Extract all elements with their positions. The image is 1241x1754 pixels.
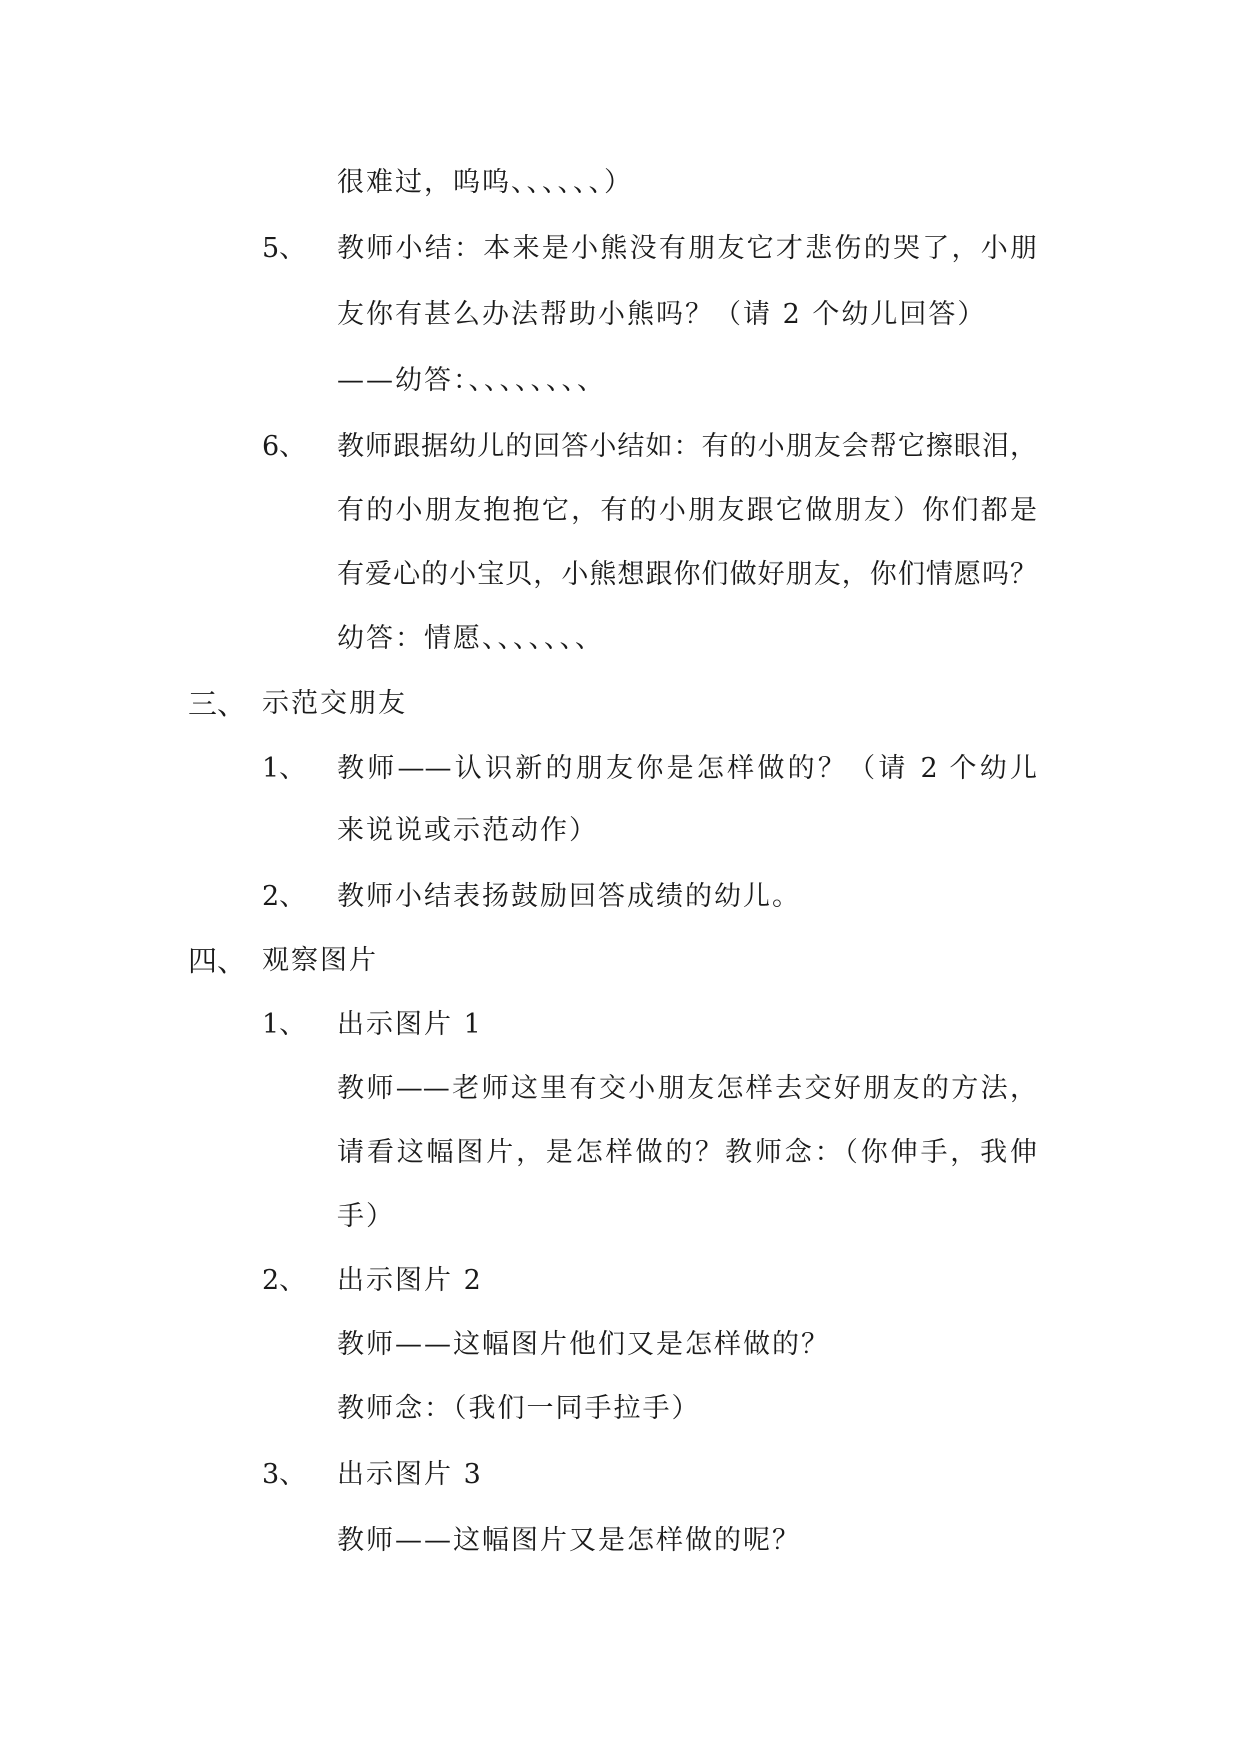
section-number: 三、 — [188, 687, 247, 721]
text-line — [337, 558, 1037, 592]
text-line: 很难过，呜呜、、、、、、） — [337, 167, 633, 198]
text-line-content: 请看这幅图片，是怎样做的？教师念：（你伸手，我伸 — [337, 1137, 1037, 1168]
text-line: 友你有甚么办法帮助小熊吗？（请 2 个幼儿回答） — [337, 299, 987, 330]
section-title: 观察图片 — [262, 945, 378, 976]
text-line: 出示图片 2 — [337, 1265, 483, 1296]
item-number: 1、 — [262, 1009, 307, 1040]
text-line-content: 教师跟据幼儿的回答小结如：有的小朋友会帮它擦眼泪， — [337, 431, 1037, 462]
item-number: 2、 — [262, 881, 307, 912]
text-line — [337, 1136, 1037, 1170]
text-line: 手） — [337, 1201, 395, 1232]
text-line — [337, 752, 1037, 786]
text-line-content: 教师——老师这里有交小朋友怎样去交好朋友的方法， — [337, 1073, 1037, 1104]
section-number: 四、 — [188, 944, 247, 978]
text-line: 教师念：（我们一同手拉手） — [337, 1393, 701, 1424]
text-line-content: 有爱心的小宝贝，小熊想跟你们做好朋友，你们情愿吗？ — [337, 559, 1037, 590]
text-line: 教师——这幅图片又是怎样做的呢？ — [337, 1525, 801, 1556]
text-line: ——幼答：、、、、、、、、 — [337, 365, 606, 396]
text-line-content: 教师——认识新的朋友你是怎样做的？（请 2 个幼儿 — [337, 753, 1037, 784]
text-line: 出示图片 1 — [337, 1009, 483, 1040]
text-line: 幼答：情愿、、、、、、、 — [337, 623, 604, 654]
item-number: 1、 — [262, 753, 307, 784]
text-line: 教师——这幅图片他们又是怎样做的？ — [337, 1329, 830, 1360]
text-line-content: 教师小结：本来是小熊没有朋友它才悲伤的哭了，小朋 — [337, 233, 1037, 264]
text-line-content: 有的小朋友抱抱它，有的小朋友跟它做朋友）你们都是 — [337, 495, 1037, 526]
item-number: 5、 — [262, 233, 307, 264]
text-line: 教师小结表扬鼓励回答成绩的幼儿。 — [337, 881, 801, 912]
item-number: 2、 — [262, 1265, 307, 1296]
text-line — [337, 232, 1037, 266]
text-line — [337, 494, 1037, 528]
text-line — [337, 1072, 1037, 1106]
section-title: 示范交朋友 — [262, 688, 407, 719]
item-number: 3、 — [262, 1459, 307, 1490]
text-line: 来说说或示范动作） — [337, 815, 598, 846]
item-number: 6、 — [262, 431, 307, 462]
text-line — [337, 430, 1037, 464]
text-line: 出示图片 3 — [337, 1459, 483, 1490]
